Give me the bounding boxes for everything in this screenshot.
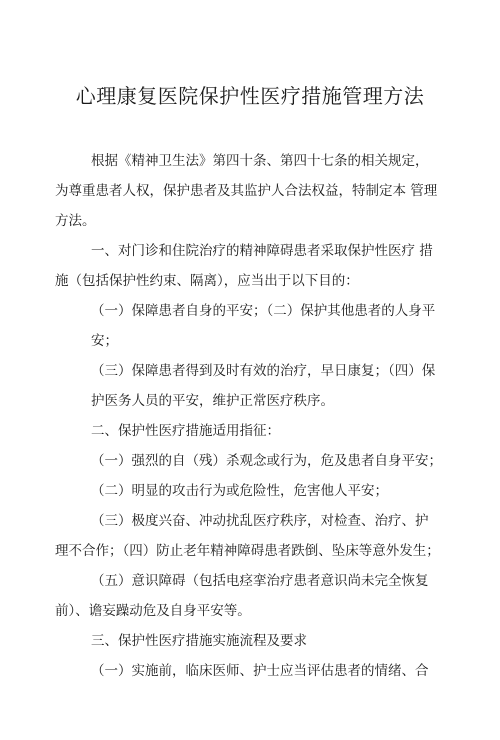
document-title: 心理康复医院保护性医疗措施管理方法 (75, 84, 425, 108)
body-line: 为尊重患者人权，保护患者及其监护人合法权益，特制定本 管理 (55, 183, 438, 199)
section-heading: 二、保护性医疗措施适用指征： (91, 423, 280, 439)
body-line: 根据《精神卫生法》第四十条、第四十七条的相关规定， (91, 153, 429, 169)
body-line: 施（包括保护性约束、隔离），应当出于以下目的： (55, 273, 359, 289)
section-heading: 三、保护性医疗措施实施流程及要求 (91, 633, 307, 649)
body-line: 方法。 (55, 213, 96, 229)
body-line: 安； (91, 333, 118, 349)
body-line: 一、对门诊和住院治疗的精神障碍患者采取保护性医疗 措 (91, 243, 433, 259)
body-line: （五）意识障碍（包括电痉挛治疗患者意识尚未完全恢复 (91, 573, 429, 589)
body-line: （二）明显的攻击行为或危险性，危害他人平安； (91, 483, 388, 499)
body-line: 护医务人员的平安，维护正常医疗秩序。 (91, 393, 334, 409)
body-line: （三）保障患者得到及时有效的治疗，早日康复；（四）保 (91, 363, 436, 379)
body-line: （三）极度兴奋、冲动扰乱医疗秩序，对检查、治疗、护 (91, 513, 429, 529)
body-line: （一）强烈的自（残）杀观念或行为，危及患者自身平安； (91, 453, 442, 469)
body-line: （一）实施前，临床医师、护士应当评估患者的情绪、合 (91, 663, 429, 679)
body-line: （一）保障患者自身的平安；（二）保护其他患者的人身平 (91, 303, 436, 319)
body-line: 理不合作；（四）防止老年精神障碍患者跌倒、坠床等意外发生； (55, 543, 440, 559)
body-line: 前）、谵妄躁动危及自身平安等。 (55, 603, 251, 619)
